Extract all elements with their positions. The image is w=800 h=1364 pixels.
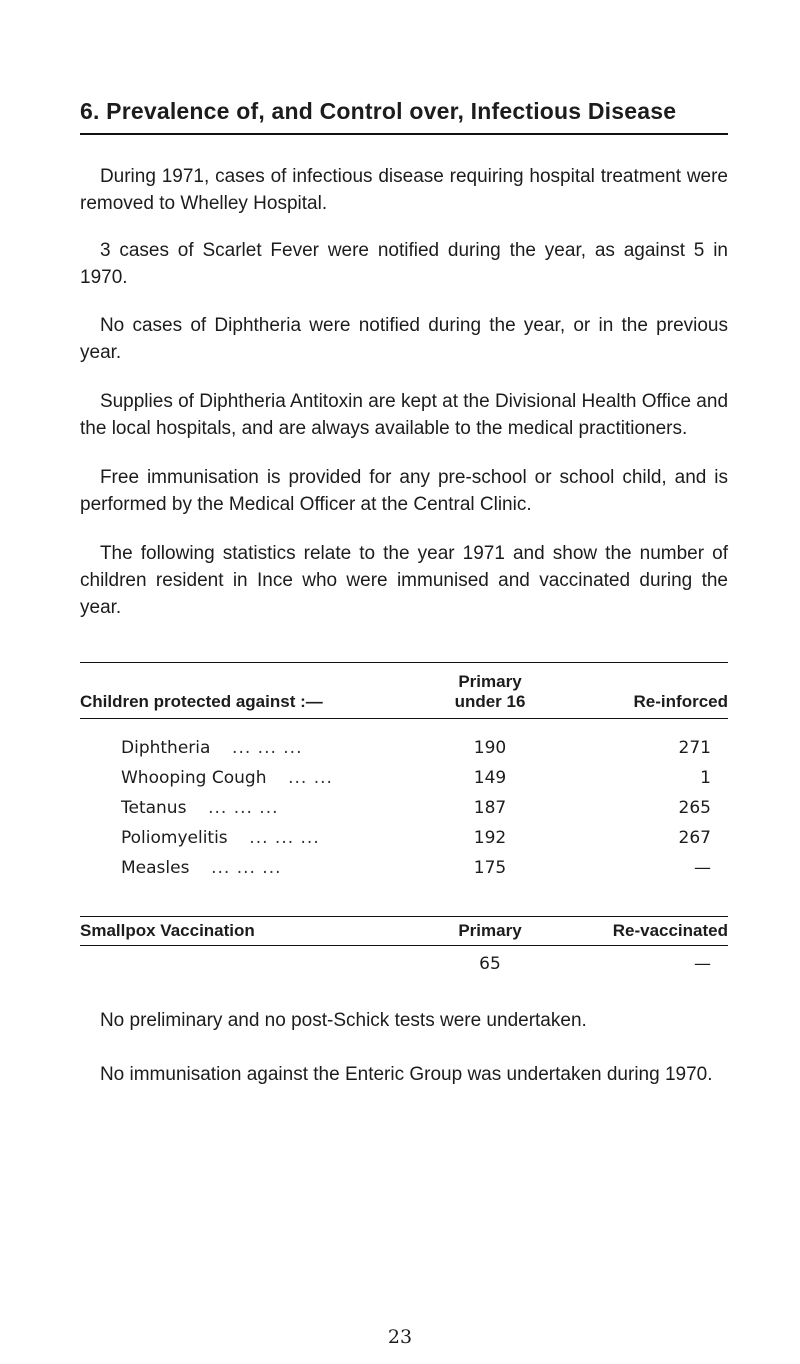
header-primary-line1: Primary: [458, 672, 522, 691]
smallpox-table: [80, 916, 728, 975]
paragraph-diphtheria-cases: No cases of Diphtheria were notified during the year, or in the previous year.: [80, 315, 728, 363]
paragraph-scarlet-fever: 3 cases of Scarlet Fever were notified during the year, as against 5 in 1970.: [80, 240, 728, 288]
smallpox-revaccinated-count: —: [694, 954, 711, 974]
document-page: [80, 98, 728, 1088]
leader-dots: ... ... ...: [232, 738, 303, 758]
primary-count: 175: [473, 858, 507, 878]
paragraph-schick-tests: No preliminary and no post-Schick tests were undertaken.: [99, 1010, 587, 1031]
table-row: [80, 853, 728, 883]
smallpox-table-header: [80, 917, 728, 946]
primary-count: 192: [473, 828, 507, 848]
immunisation-table: [80, 662, 728, 883]
leader-dots: ... ... ...: [249, 828, 320, 848]
table-row: [80, 763, 728, 793]
header-smallpox-vaccination: Smallpox Vaccination: [80, 917, 410, 946]
leader-dots: ... ...: [288, 768, 333, 788]
leader-dots: ... ... ...: [208, 798, 279, 818]
paragraph-statistics-intro: The following statistics relate to the year 1971 and show the number of children resident in Ince who were immunised and vaccinated during the year.: [80, 543, 728, 618]
immunisation-table-header: [80, 663, 728, 719]
reinforced-count: 267: [678, 828, 711, 848]
header-revaccinated: Re-vaccinated: [570, 917, 728, 946]
primary-count: 149: [473, 768, 507, 788]
page-number: 23: [387, 1326, 413, 1348]
header-primary-line2: under 16: [454, 692, 526, 711]
table-row: [80, 793, 728, 823]
disease-name: Tetanus ... ... ...: [121, 798, 279, 818]
table-row: [80, 946, 728, 976]
primary-count: 190: [473, 738, 507, 758]
table-row: [80, 823, 728, 853]
disease-name: Measles ... ... ...: [121, 858, 282, 878]
leader-dots: ... ... ...: [211, 858, 282, 878]
disease-name: Diphtheria ... ... ...: [121, 738, 303, 758]
table-row: [80, 719, 728, 764]
disease-name: Poliomyelitis ... ... ...: [121, 828, 320, 848]
paragraph-free-immunisation: Free immunisation is provided for any pre-school or school child, and is performed by the Medical Officer at the Central Clinic.: [80, 467, 728, 515]
reinforced-count: 265: [678, 798, 711, 818]
paragraph-enteric-group: No immunisation against the Enteric Group was undertaken during 1970.: [99, 1064, 713, 1085]
header-primary-under-16: [410, 663, 570, 719]
reinforced-count: 1: [700, 768, 711, 788]
paragraph-antitoxin-supplies: Supplies of Diphtheria Antitoxin are kept at the Divisional Health Office and the local hospitals, and are always available to the medical practitioners.: [80, 391, 729, 439]
empty-cell: [80, 946, 410, 976]
paragraph-hospital-treatment: During 1971, cases of infectious disease requiring hospital treatment were removed to Whelley Hospital.: [80, 166, 728, 214]
header-primary: Primary: [410, 917, 570, 946]
section-heading: 6. Prevalence of, and Control over, Infectious Disease: [80, 98, 728, 135]
primary-count: 187: [473, 798, 507, 818]
header-children-protected: Children protected against :—: [80, 663, 410, 719]
reinforced-count: —: [694, 858, 711, 878]
disease-name: Whooping Cough ... ...: [121, 768, 333, 788]
header-reinforced: Re-inforced: [570, 663, 728, 719]
smallpox-primary-count: 65: [479, 954, 501, 974]
reinforced-count: 271: [678, 738, 711, 758]
